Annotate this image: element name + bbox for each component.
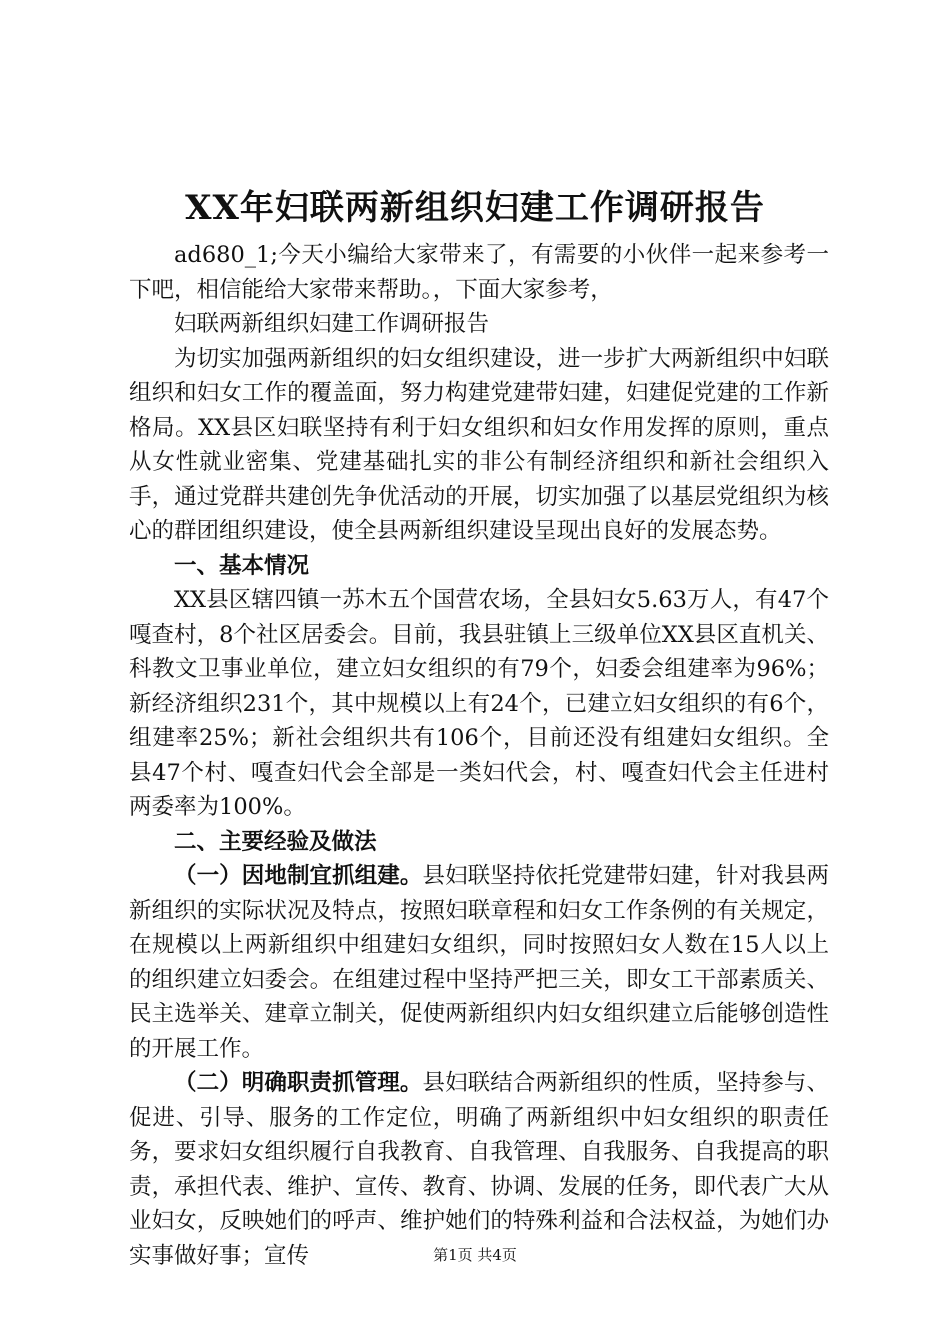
paragraph-basic-situation: XX县区辖四镇一苏木五个国营农场，全县妇女5.63万人，有47个嘎查村，8个社区居委会。目前，我县驻镇上三级单位XX县区直机关、科教文卫事业单位，建立妇女组织的有79个，妇委会组建率为96%；新经济组织231个，其中规模以上有24个，已建立妇女组织的有6个，组建率25%；新社会组织共有106个，目前还没有组建妇女组织。全县47个村、嘎查妇代会全部是一类妇代会，村、嘎查妇代会主任进村两委率为100%。 bbox=[129, 587, 829, 820]
paragraph-organization-building bbox=[129, 859, 829, 1066]
document-body bbox=[129, 238, 829, 1273]
report-subtitle: 妇联两新组织妇建工作调研报告 bbox=[174, 311, 490, 337]
paragraph-duty-management bbox=[129, 1066, 829, 1273]
subsection-lead-duty-management: （二）明确职责抓管理。 bbox=[174, 1070, 423, 1096]
section-heading-basic-situation: 一、基本情况 bbox=[174, 552, 310, 579]
page-footer: 第1页 共4页 bbox=[433, 1246, 517, 1264]
paragraph-overview: 为切实加强两新组织的妇女组织建设，进一步扩大两新组织中妇联组织和妇女工作的覆盖面，努力构建党建带妇建，妇建促党建的工作新格局。XX县区妇联坚持有利于妇女组织和妇女作用发挥的原则，重点从女性就业密集、党建基础扎实的非公有制经济组织和新社会组织入手，通过党群共建创先争优活动的开展，切实加强了以基层党组织为核心的群团组织建设，使全县两新组织建设呈现出良好的发展态势。 bbox=[129, 345, 829, 544]
intro-paragraph: ad680_1;今天小编给大家带来了，有需要的小伙伴一起来参考一下吧，相信能给大家带来帮助。，下面大家参考， bbox=[129, 242, 829, 303]
subsection-body-organization-building: 县妇联坚持依托党建带妇建，针对我县两新组织的实际状况及特点，按照妇联章程和妇女工作条例的有关规定，在规模以上两新组织中组建妇女组织，同时按照妇女人数在15人以上的组织建立妇委会。在组建过程中坚持严把三关，即女工干部素质关、民主选举关、建章立制关，促使两新组织内妇女组织建立后能够创造性的开展工作。 bbox=[129, 863, 829, 1062]
section-heading-main-experience: 二、主要经验及做法 bbox=[174, 828, 377, 855]
subsection-body-duty-management: 县妇联结合两新组织的性质，坚持参与、促进、引导、服务的工作定位，明确了两新组织中妇女组织的职责任务，要求妇女组织履行自我教育、自我管理、自我服务、自我提高的职责，承担代表、维护、宣传、教育、协调、发展的任务，即代表广大从业妇女，反映她们的呼声、维护她们的特殊利益和合法权益，为她们办实事做好事；宣传 bbox=[129, 1070, 829, 1269]
subsection-lead-organization-building: （一）因地制宜抓组建。 bbox=[174, 863, 423, 889]
document-title: XX年妇联两新组织妇建工作调研报告 bbox=[185, 188, 765, 228]
